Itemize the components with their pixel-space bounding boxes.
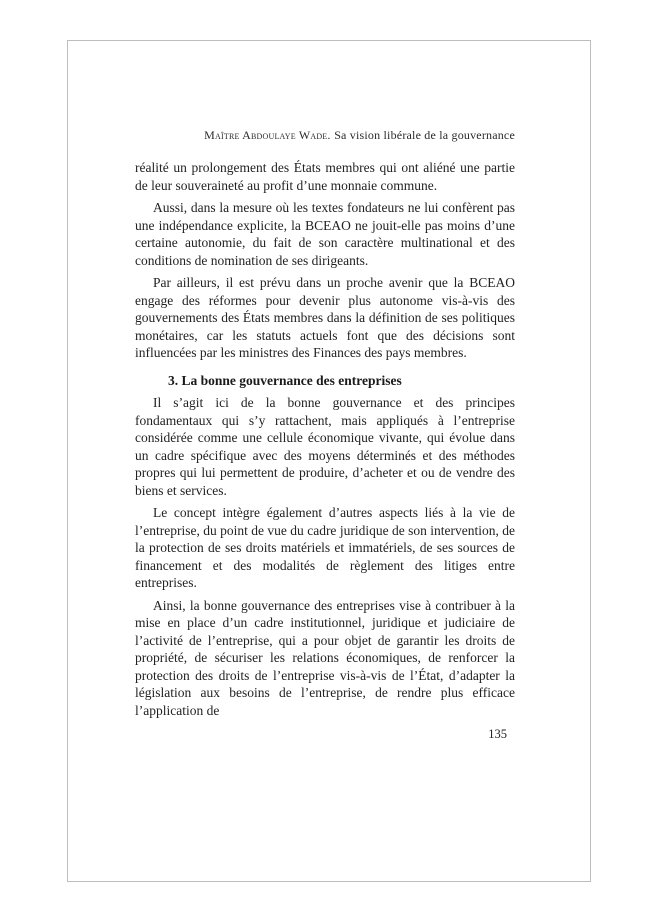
paragraph: Il s’agit ici de la bonne gouvernance et des principes fondamentaux qui s’y rattachent, mais appliqués à l’entreprise considérée comme une cellule économique vivante, qui évolue dans un cadre spécifique avec des moyens déterminés et des méthodes propres qui lui permettent de produire, d’acheter et ou de vendre des biens et services. xyxy=(135,395,515,498)
section-heading: 3. La bonne gouvernance des entreprises xyxy=(168,372,402,388)
paragraph: réalité un prolongement des États membres qui ont aliéné une partie de leur souveraineté au profit d’une monnaie commune. xyxy=(135,160,515,193)
paragraph: Par ailleurs, il est prévu dans un proche avenir que la BCEAO engage des réformes pour devenir plus autonome vis-à-vis des gouvernements des États membres dans la définition de ses politiques monétaires, car les statuts actuels font que des décisions sont influencées par les ministres des Finances des pays membres. xyxy=(135,275,515,360)
running-header xyxy=(135,128,515,143)
book-page-content xyxy=(135,128,515,742)
paragraph: Ainsi, la bonne gouvernance des entreprises vise à contribuer à la mise en place d’un cadre institutionnel, juridique et judiciaire de l’activité de l’entreprise, qui a pour objet de garantir les droits de propriété, de sécuriser les relations économiques, de renforcer la protection des droits de l’entreprise vis-à-vis de l’État, d’adapter la législation aux besoins de l’entreprise, de rendre plus efficace l’application de xyxy=(135,597,515,718)
page-number: 135 xyxy=(488,727,507,741)
running-header-title: Sa vision libérale de la gouvernance xyxy=(334,128,515,142)
paragraph: Aussi, dans la mesure où les textes fondateurs ne lui confèrent pas une indépendance explicite, la BCEAO ne jouit-elle pas moins d’une certaine autonomie, du fait de son caractère multinational et des conditions de nomination de ses dirigeants. xyxy=(135,200,515,268)
running-header-author: Maître Abdoulaye Wade. xyxy=(204,128,331,142)
paragraph: Le concept intègre également d’autres aspects liés à la vie de l’entreprise, du point de vue du cadre juridique de son intervention, de la protection de ses droits matériels et immatériels, de ses sources de financement et des modalités de règlement des litiges entre entreprises. xyxy=(135,505,515,590)
